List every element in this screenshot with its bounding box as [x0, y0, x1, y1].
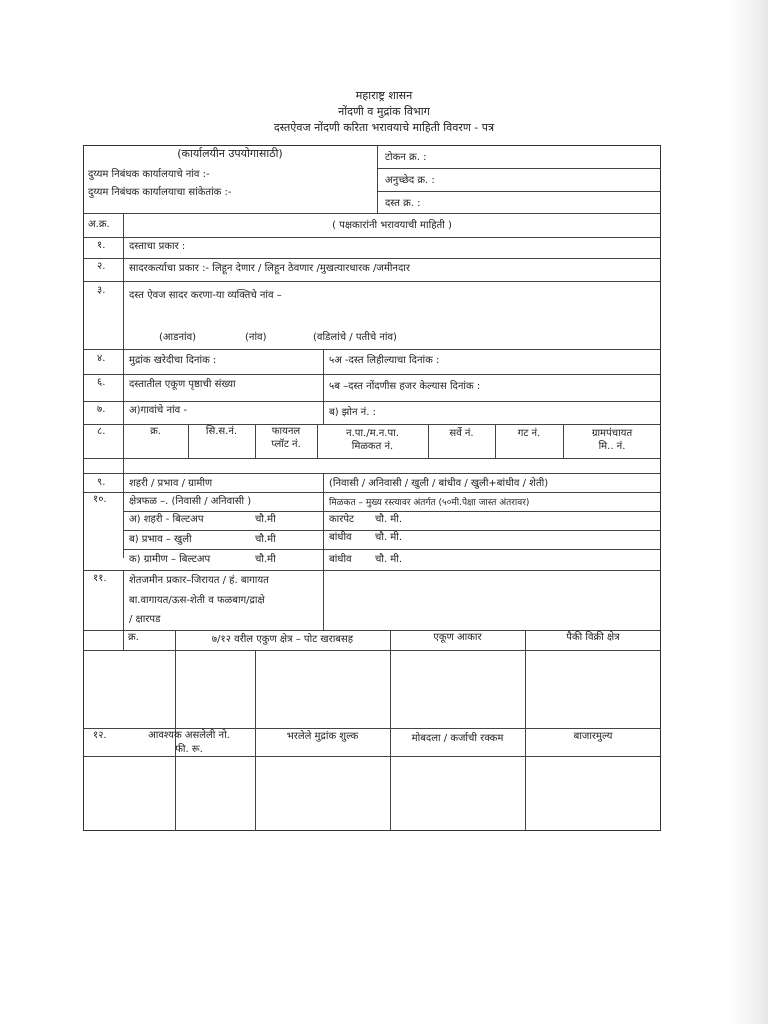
row-number: ३. — [97, 285, 106, 296]
stamp-duty-header: भरलेले मुद्रांक शुल्क — [286, 731, 359, 742]
party-info-title: ( पक्षकारांनी भरावयाची माहिती ) — [332, 220, 452, 231]
rule — [123, 549, 661, 550]
rule — [83, 281, 661, 282]
rule — [123, 530, 661, 531]
office-divider — [377, 145, 378, 213]
rule — [83, 492, 661, 493]
col-header-survey-number: सर्वे नं. — [449, 428, 474, 439]
constructed-label: बांधीव — [329, 532, 352, 543]
header-government: महाराष्ट्र शासन — [355, 89, 413, 102]
rule — [83, 458, 661, 459]
serial-header: अ.क्र. — [88, 219, 110, 230]
constructed-label-2: बांधीव — [329, 554, 352, 565]
document-type-label: दस्ताचा प्रकार : — [129, 241, 186, 252]
rule — [83, 213, 661, 214]
mid-divider — [323, 349, 324, 424]
rural-builtup-label: क) ग्रामीण – बिल्टअप — [129, 554, 211, 565]
presenter-name-label: दस्त ऐवज सादर करणा-या व्यक्तिचे नांव – — [129, 290, 282, 301]
market-value-header: बाजारमुल्य — [573, 731, 613, 742]
col-header-grampanchayat-line2: मि.. नं. — [598, 441, 626, 452]
rule — [83, 349, 661, 350]
token-number-label: टोकन क्र. : — [385, 152, 427, 163]
row-number: ६. — [97, 377, 106, 388]
area-label: क्षेत्रफळ –. (निवासी / अनिवासी ) — [129, 496, 252, 507]
col-header-grampanchayat: ग्रामपंचायत — [591, 428, 633, 439]
rule — [83, 756, 661, 757]
office-name-label: दुय्यम निबंधक कार्यालयाचे नांव :- — [88, 169, 210, 180]
rule — [377, 168, 661, 169]
influence-open-label: ब) प्रभाव – खुली — [129, 534, 192, 545]
rule — [83, 473, 661, 474]
property-road-label: मिळकत – मुख्य रस्त्यावर अंतर्गत (५०मी.पेक्षा जास्त अंतरावर) — [329, 498, 530, 508]
property-use-label: (निवासी / अनिवासी / खुली / बांधीव / खुली+बांधीव / शेती) — [329, 478, 549, 489]
page-count-label: दस्तातील एकूण पृष्ठाची संख्या — [129, 379, 236, 390]
row-number: १०. — [93, 494, 107, 505]
col-header-municipal-property-line2: मिळकत नं. — [351, 441, 394, 452]
col-header-municipal-property: न.पा./म.न.पा. — [346, 428, 399, 439]
col-header-serial: क्र. — [150, 426, 161, 437]
mid-divider — [323, 570, 324, 630]
rule — [123, 511, 661, 512]
col-header-cts-number: सि.स.नं. — [205, 426, 238, 437]
rule — [83, 401, 661, 402]
page-edge-shadow — [728, 0, 768, 1024]
farmland-type-line1: शेतजमीन प्रकार–जिरायत / हं. बागायत — [129, 575, 269, 586]
constructed-unit: चौ. मी. — [375, 532, 403, 543]
row-number: ११. — [93, 573, 107, 584]
stamp-purchase-date-label: मुद्रांक खरेदीचा दिनांक : — [129, 355, 217, 366]
sub-col-area-sold: पैकी विक्री क्षेत्र — [566, 632, 620, 643]
area-type-label: शहरी / प्रभाव / ग्रामीण — [129, 478, 213, 489]
column-line — [390, 630, 391, 831]
sub-col-total-area: ७/१२ वरील एकुण क्षेत्र – पोट खराबसह — [211, 634, 354, 645]
row-number: ७. — [97, 404, 106, 415]
office-code-label: दुय्यम निबंधक कार्यालयाचा सांकेतांक :- — [88, 187, 232, 198]
rule — [83, 570, 661, 571]
farmland-type-line2: बा.वागायत/ऊस-शेती व फळबाग/द्राक्षे — [129, 595, 265, 606]
rule — [377, 191, 661, 192]
village-name-label: अ)गावांचे नांव - — [129, 405, 187, 416]
sub-col-total-assessment: एकूण आकार — [433, 632, 482, 643]
rule — [83, 728, 661, 729]
zone-number-label: ब) झोन नं. : — [329, 407, 376, 418]
rule — [83, 424, 661, 425]
urban-builtup-unit: चौ.मी — [255, 514, 276, 525]
rule — [83, 374, 661, 375]
mid-divider — [323, 473, 324, 570]
serial-column-line — [123, 213, 124, 558]
surname-caption: (आडनांव) — [159, 332, 197, 343]
row-number: २. — [97, 261, 106, 272]
urban-builtup-label: अ) शहरी - बिल्टअप — [129, 514, 204, 525]
fee-header-line2: फी. रू. — [175, 744, 203, 755]
rule — [83, 630, 661, 631]
father-name-caption: (वडिलांचे / पतीचे नांव) — [313, 332, 397, 343]
rule — [83, 258, 661, 259]
col-header-final-plot-line2: प्लॉट नं. — [271, 439, 301, 450]
office-use-title: (कार्यालयीन उपयोगासाठी) — [177, 147, 283, 160]
header-department: नोंदणी व मुद्रांक विभाग — [338, 105, 430, 118]
row-number: १२. — [93, 730, 107, 741]
influence-open-unit: चौ.मी — [255, 534, 276, 545]
row-number: ९. — [97, 477, 106, 488]
constructed-unit-2: चौ. मी. — [375, 554, 403, 565]
rule — [83, 650, 661, 651]
row-number: १. — [97, 240, 106, 251]
article-number-label: अनुच्छेद क्र. : — [385, 175, 435, 186]
row-number: ८. — [97, 426, 106, 437]
rural-builtup-unit: चौ.मी — [255, 554, 276, 565]
fee-header: आवश्यक असलेली नो. — [148, 730, 230, 741]
rule — [83, 237, 661, 238]
serial-column-line — [123, 570, 124, 650]
row-number: ४. — [97, 353, 106, 364]
sub-col-serial: क्र. — [128, 632, 139, 643]
document-number-label: दस्त क्र. : — [385, 198, 421, 209]
carpet-label: कारपेट — [329, 514, 355, 525]
form-header — [0, 88, 768, 136]
name-caption: (नांव) — [245, 332, 267, 343]
consideration-header: मोबदला / कर्जाची रक्कम — [411, 733, 504, 744]
registration-date-label: ५ब –दस्त नोंदणीस हजर केल्यास दिनांक : — [329, 381, 481, 392]
col-header-gat-number: गट नं. — [517, 428, 541, 439]
col-header-final-plot: फायनल — [271, 426, 301, 437]
carpet-unit: चौ. मी. — [375, 514, 403, 525]
header-form-title: दस्तऐवज नोंदणी करिता भरावयाचे माहिती विवरण - पत्र — [273, 121, 495, 134]
presenter-type-label: सादरकर्त्याचा प्रकार :- लिहून देणार / लिहून ठेवणार /मुखत्यारधारक /जमीनदार — [129, 263, 410, 274]
farmland-type-line3: / क्षारपड — [129, 614, 161, 625]
document-written-date-label: ५अ -दस्त लिहील्याचा दिनांक : — [329, 355, 440, 366]
